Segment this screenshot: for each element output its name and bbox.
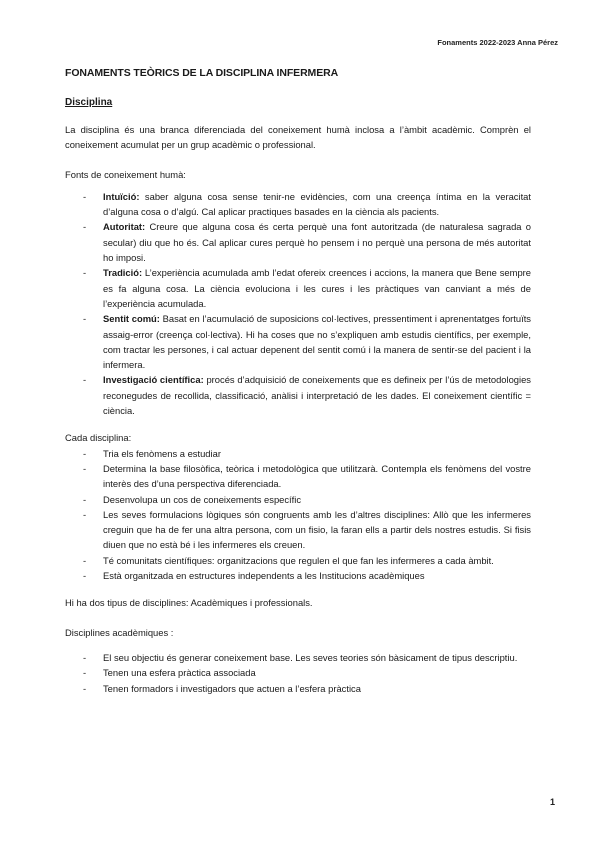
list-item (65, 265, 531, 311)
list-item-text: Tenen formadors i investigadors que actuen a l’esfera pràctica (103, 682, 361, 694)
list-dash: - (83, 682, 87, 694)
sources-heading: Fonts de coneixement humà: (65, 168, 186, 180)
list-item-term: Intuïció: (103, 190, 140, 202)
list-item (65, 219, 531, 265)
list-item-term: Investigació científica: (103, 374, 204, 386)
list-item (65, 650, 531, 665)
list-item-text: El seu objectiu és generar coneixement base. Les seves teories són bàsicament de tipus descriptiu. (103, 651, 518, 663)
list-item (65, 681, 531, 696)
types-paragraph: Hi ha dos tipus de disciplines: Acadèmiques i professionals. (65, 597, 313, 609)
page-number: 1 (549, 797, 555, 807)
list-dash: - (83, 493, 87, 505)
list-item-term: Tradició: (103, 267, 143, 279)
list-dash: - (83, 651, 87, 663)
page-title: FONAMENTS TEÒRICS DE LA DISCIPLINA INFERMERA (65, 67, 339, 79)
list-dash: - (83, 570, 87, 582)
list-item (65, 665, 531, 680)
list-dash: - (83, 667, 87, 679)
list-dash: - (83, 313, 87, 325)
list-item (65, 492, 531, 507)
list-item (65, 507, 531, 553)
list-item (65, 372, 531, 418)
list-item-text: Basat en l’acumulació de suposicions col·lectives, pressentiment i aprenentatges fortuïts assaig-error (creença col·lectiva). Hi ha coses que no s’expliquen amb estudis científics, per exemple, com tractar les persones, i cal actuar depenent del sentit comú i la manera de sentir-se del pacient i la infermera. (103, 313, 531, 371)
list-item-term: Autoritat: (103, 221, 146, 233)
section-heading: Disciplina (65, 97, 113, 108)
list-dash: - (83, 267, 87, 279)
list-item-text: Tenen una esfera pràctica associada (103, 667, 256, 679)
intro-paragraph: La disciplina és una branca diferenciada del coneixement humà inclosa a l’àmbit acadèmic. Comprèn el coneixement acumulat per un grup acadèmic o professional. (65, 124, 531, 151)
list-item-text: Té comunitats científiques: organitzacions que regulen el que fan les infermeres a cada àmbit. (103, 554, 494, 566)
list-item-text: procés d’adquisició de coneixements que es defineix per l’ús de metodologies reconegudes de recollida, classificació, anàlisi i interpretació de les dades. El coneixement científic = ciència. (103, 374, 531, 417)
list-dash: - (83, 462, 87, 474)
list-item-text: Les seves formulacions lògiques són congruents amb les d’altres disciplines: Allò que les infermeres creguin que ha de fer una altra persona, com un fisio, la faran ells a partir dels nostres estudis. Si fisis diuen que no està bé i les infermeres els creuen. (103, 508, 531, 551)
list-item-text: Creure que alguna cosa és certa perquè una font autoritzada (de naturalesa sagrada o secular) diu que ho és. Cal aplicar cures perquè ho pensem i no perquè una persona de més autoritat ho imposi. (103, 221, 531, 264)
list-item-text: Desenvolupa un cos de coneixements específic (103, 493, 302, 505)
list-dash: - (83, 554, 87, 566)
list-dash: - (83, 221, 87, 233)
list-item (65, 189, 531, 220)
sources-list (65, 189, 531, 418)
list-item-text: L’experiència acumulada amb l’edat ofereix creences i accions, la manera que Bene sempre es fa alguna cosa. La ciència evoluciona i les cures i les pràctiques van canviant a més de l’experiència acumulada. (103, 267, 531, 309)
list-item-text: Està organitzada en estructures independents a les Institucions acadèmiques (103, 570, 425, 582)
list-dash: - (83, 374, 87, 386)
academic-list (65, 650, 531, 696)
academic-heading: Disciplines acadèmiques : (65, 626, 174, 638)
list-item-text: Tria els fenòmens a estudiar (103, 447, 221, 459)
list-item-text: Determina la base filosòfica, teòrica i metodològica que utilitzarà. Contempla els fenòmens del vostre interès des d’una perspectiva diferenciada. (103, 462, 531, 490)
list-dash: - (83, 447, 87, 459)
each-heading: Cada disciplina: (65, 432, 132, 444)
list-dash: - (83, 508, 87, 520)
list-item-text: saber alguna cosa sense tenir-ne evidències, com una creença íntima en la veracitat d’alguna cosa o d’algú. Cal aplicar practiques basades en la ciència als pacients. (103, 190, 531, 218)
list-item (65, 568, 531, 583)
list-item (65, 553, 531, 568)
list-item (65, 446, 531, 461)
list-item (65, 461, 531, 492)
list-item (65, 311, 531, 372)
discipline-traits-list (65, 446, 531, 584)
list-item-term: Sentit comú: (103, 313, 160, 325)
list-dash: - (83, 190, 87, 202)
document-body (65, 67, 531, 710)
running-header: Fonaments 2022-2023 Anna Pérez (437, 38, 558, 47)
